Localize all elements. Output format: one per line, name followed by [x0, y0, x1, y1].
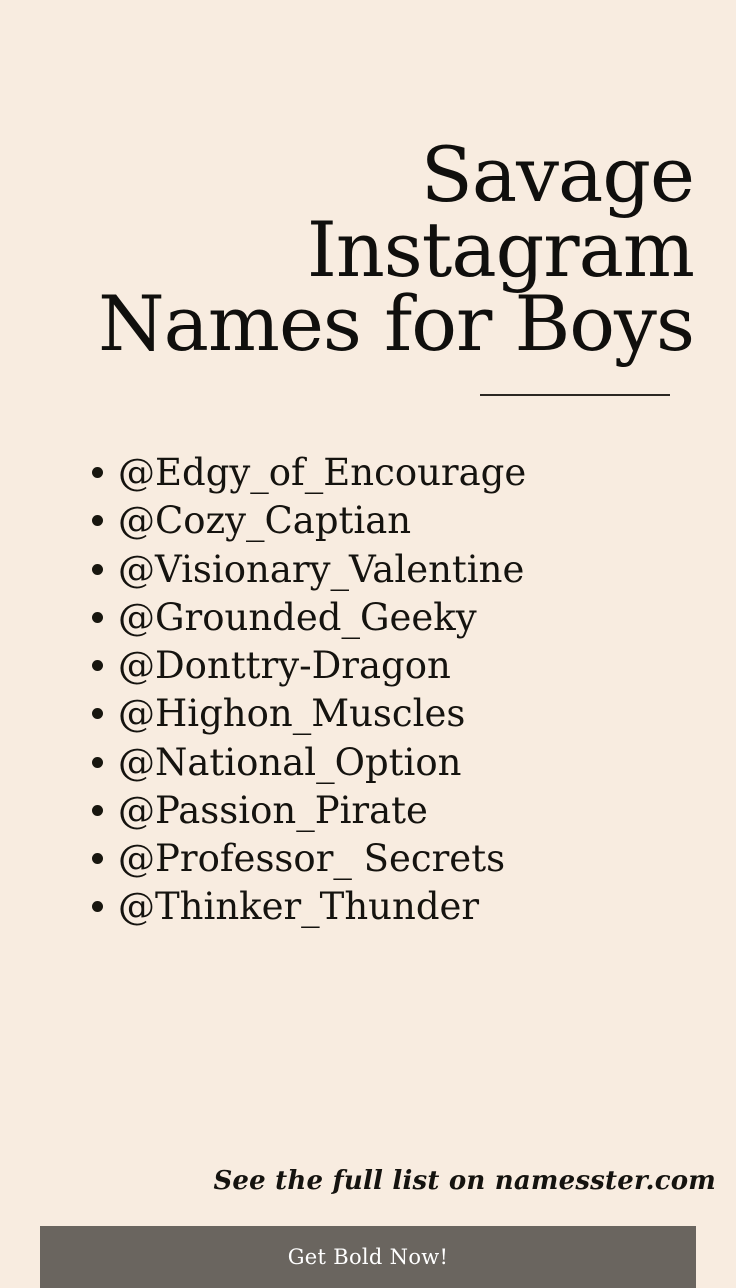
list-item	[92, 547, 736, 593]
username-text: @National_Option	[118, 740, 462, 784]
list-item	[92, 836, 736, 882]
get-bold-now-button[interactable]: Get Bold Now!	[40, 1226, 696, 1288]
bullet-icon	[92, 901, 118, 912]
bullet-icon	[92, 853, 118, 864]
title-divider	[480, 394, 670, 396]
bullet-icon	[92, 757, 118, 768]
username-text: @Grounded_Geeky	[118, 595, 477, 639]
username-text: @Visionary_Valentine	[118, 547, 525, 591]
list-item	[92, 691, 736, 737]
username-text: @Thinker_Thunder	[118, 885, 480, 929]
username-text: @Passion_Pirate	[118, 788, 428, 832]
list-item	[92, 595, 736, 641]
username-text: @Highon_Muscles	[118, 692, 466, 736]
bullet-icon	[92, 515, 118, 526]
bullet-icon	[92, 660, 118, 671]
bullet-icon	[92, 805, 118, 816]
bullet-icon	[92, 467, 118, 478]
list-item	[92, 788, 736, 834]
username-text: @Professor_ Secrets	[118, 837, 506, 881]
list-item	[92, 740, 736, 786]
title-line-3: Names for Boys	[98, 279, 694, 369]
list-item	[92, 450, 736, 496]
username-text: @Donttry-Dragon	[118, 644, 451, 688]
bullet-icon	[92, 612, 118, 623]
list-item	[92, 498, 736, 544]
spacer	[0, 933, 736, 1166]
list-item	[92, 643, 736, 689]
page-title	[0, 130, 736, 369]
title-line-2: Instagram	[306, 204, 694, 294]
list-item	[92, 884, 736, 930]
bullet-icon	[92, 564, 118, 575]
username-text: @Edgy_of_Encourage	[118, 451, 527, 495]
username-list	[0, 450, 736, 933]
username-text: @Cozy_Captian	[118, 499, 412, 543]
bullet-icon	[92, 708, 118, 719]
title-line-1: Savage	[420, 130, 694, 219]
footer-note: See the full list on namesster.com	[213, 1166, 716, 1196]
